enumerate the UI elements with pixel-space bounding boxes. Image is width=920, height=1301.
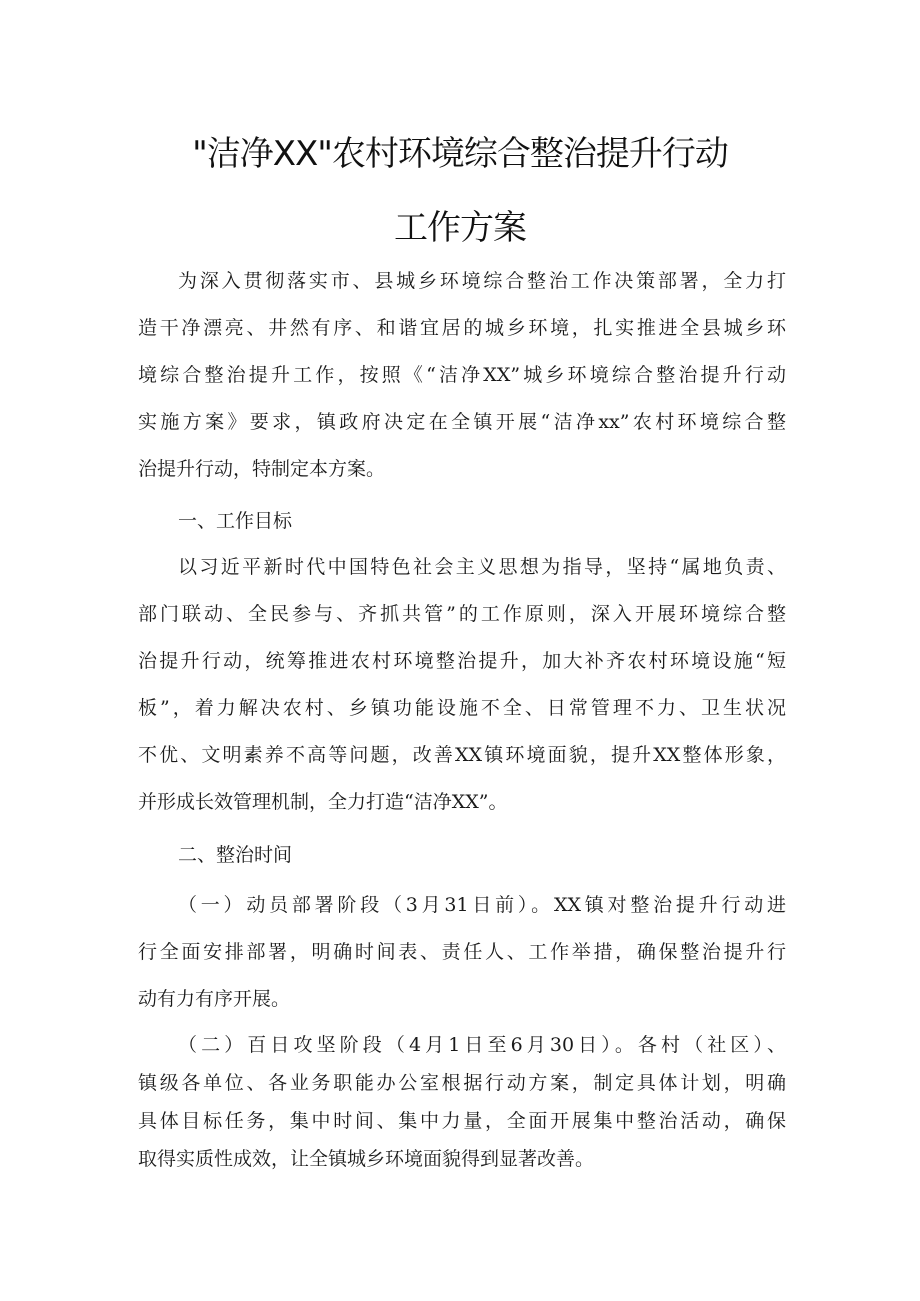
paragraph-line: 动有力有序开展。 bbox=[138, 988, 291, 1010]
work-goal-paragraph bbox=[138, 544, 786, 826]
section-heading-2 bbox=[138, 832, 786, 879]
paragraph-line: （二）百日攻坚阶段（4月1日至6月30日）。各村（社区）、 bbox=[178, 1034, 786, 1056]
paragraph-line: 实施方案》要求，镇政府决定在全镇开展“洁净xx”农村环境综合整 bbox=[138, 411, 786, 433]
paragraph-line: （一）动员部署阶段（3月31日前）。XX镇对整治提升行动进 bbox=[178, 894, 786, 916]
paragraph-line: 部门联动、全民参与、齐抓共管”的工作原则，深入开展环境综合整 bbox=[138, 603, 786, 625]
paragraph-line: 取得实质性成效，让全镇城乡环境面貌得到显著改善。 bbox=[138, 1148, 595, 1170]
hundred-day-stage-paragraph bbox=[138, 1026, 786, 1178]
paragraph-line: 治提升行动，统筹推进农村环境整治提升，加大补齐农村环境设施“短 bbox=[138, 650, 786, 672]
paragraph-line: 造干净漂亮、井然有序、和谐宜居的城乡环境，扎实推进全县城乡环 bbox=[138, 317, 786, 339]
paragraph-line: 并形成长效管理机制，全力打造“洁净XX”。 bbox=[138, 791, 508, 813]
paragraph-line: 行全面安排部署，明确时间表、责任人、工作举措，确保整治提升行 bbox=[138, 941, 786, 963]
section-heading-text: 一、工作目标 bbox=[178, 510, 293, 532]
paragraph-line: 具体目标任务，集中时间、集中力量，全面开展集中整治活动，确保 bbox=[138, 1110, 786, 1132]
paragraph-line: 板”，着力解决农村、乡镇功能设施不全、日常管理不力、卫生状况 bbox=[138, 697, 786, 719]
paragraph-line: 镇级各单位、各业务职能办公室根据行动方案，制定具体计划，明确 bbox=[138, 1072, 786, 1094]
mobilization-stage-paragraph bbox=[138, 882, 786, 1023]
document-title-line-1: "洁净XX"农村环境综合整治提升行动 bbox=[192, 134, 728, 174]
paragraph-line: 不优、文明素养不高等问题，改善XX镇环境面貌，提升XX整体形象， bbox=[138, 744, 786, 766]
section-heading-text: 二、整治时间 bbox=[178, 844, 293, 866]
section-heading-1 bbox=[138, 498, 786, 545]
paragraph-line: 以习近平新时代中国特色社会主义思想为指导，坚持“属地负责、 bbox=[178, 556, 786, 578]
paragraph-line: 境综合整治提升工作，按照《“洁净XX”城乡环境综合整治提升行动 bbox=[138, 364, 786, 386]
document-title-line-2: 工作方案 bbox=[394, 208, 526, 248]
paragraph-line: 治提升行动，特制定本方案。 bbox=[138, 458, 386, 480]
intro-paragraph bbox=[138, 258, 786, 493]
paragraph-line: 为深入贯彻落实市、县城乡环境综合整治工作决策部署，全力打 bbox=[178, 270, 786, 292]
